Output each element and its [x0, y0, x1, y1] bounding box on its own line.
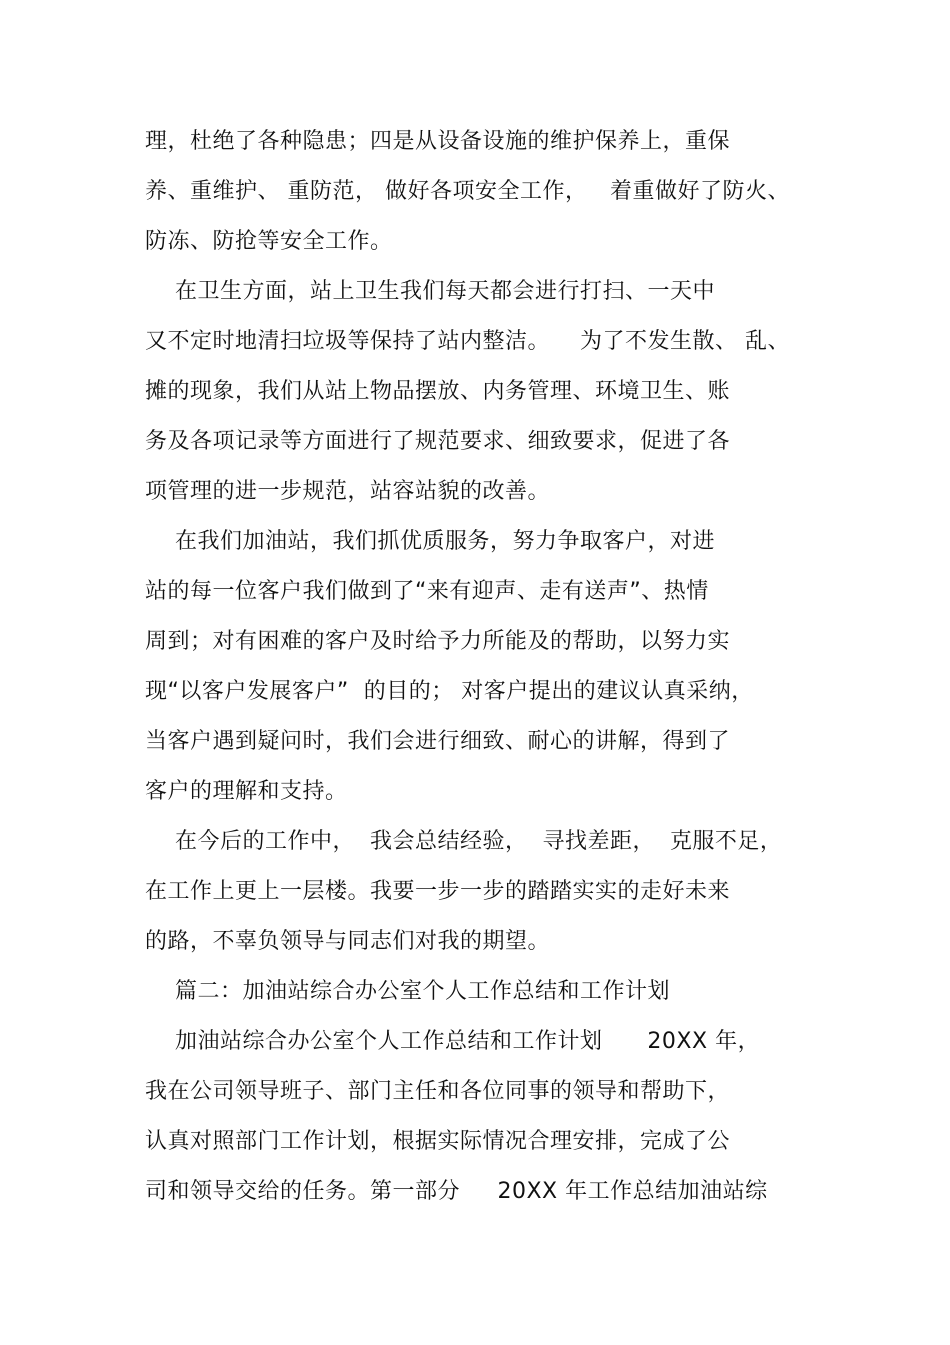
- paragraph-start-line: 在卫生方面，站上卫生我们每天都会进行打扫、一天中: [145, 279, 715, 304]
- paragraph-start-line: 在今后的工作中， 我会总结经验， 寻找差距， 克服不足，: [145, 829, 783, 854]
- text-line: 摊的现象，我们从站上物品摆放、内务管理、环境卫生、账: [145, 379, 731, 404]
- text-line: 现“以客户发展客户” 的目的； 对客户提出的建议认真采纳，: [145, 679, 754, 704]
- text-line: 客户的理解和支持。: [145, 779, 348, 804]
- text-line: 站的每一位客户我们做到了“来有迎声、走有送声”、热情: [145, 579, 709, 604]
- text-line: 认真对照部门工作计划，根据实际情况合理安排，完成了公: [145, 1129, 731, 1154]
- text-line: 养、重维护、 重防范， 做好各项安全工作， 着重做好了防火、: [145, 179, 790, 204]
- text-line: 司和领导交给的任务。第一部分 20XX 年工作总结加油站综: [145, 1179, 768, 1204]
- text-line: 周到；对有困难的客户及时给予力所能及的帮助，以努力实: [145, 629, 731, 654]
- text-line: 又不定时地清扫垃圾等保持了站内整洁。 为了不发生散、 乱、: [145, 329, 790, 354]
- text-line: 理，杜绝了各种隐患；四是从设备设施的维护保养上，重保: [145, 129, 731, 154]
- text-line: 务及各项记录等方面进行了规范要求、细致要求，促进了各: [145, 429, 731, 454]
- section-heading: 篇二：加油站综合办公室个人工作总结和工作计划: [145, 979, 670, 1004]
- paragraph-start-line: 在我们加油站，我们抓优质服务，努力争取客户，对进: [145, 529, 715, 554]
- text-line: 我在公司领导班子、部门主任和各位同事的领导和帮助下，: [145, 1079, 731, 1104]
- paragraph-start-line: 加油站综合办公室个人工作总结和工作计划 20XX 年，: [145, 1029, 761, 1054]
- text-line: 在工作上更上一层楼。我要一步一步的踏踏实实的走好未来: [145, 879, 731, 904]
- text-line: 的路，不辜负领导与同志们对我的期望。: [145, 929, 551, 954]
- text-line: 防冻、防抢等安全工作。: [145, 229, 393, 254]
- text-line: 项管理的进一步规范，站容站貌的改善。: [145, 479, 551, 504]
- text-line: 当客户遇到疑问时，我们会进行细致、耐心的讲解，得到了: [145, 729, 731, 754]
